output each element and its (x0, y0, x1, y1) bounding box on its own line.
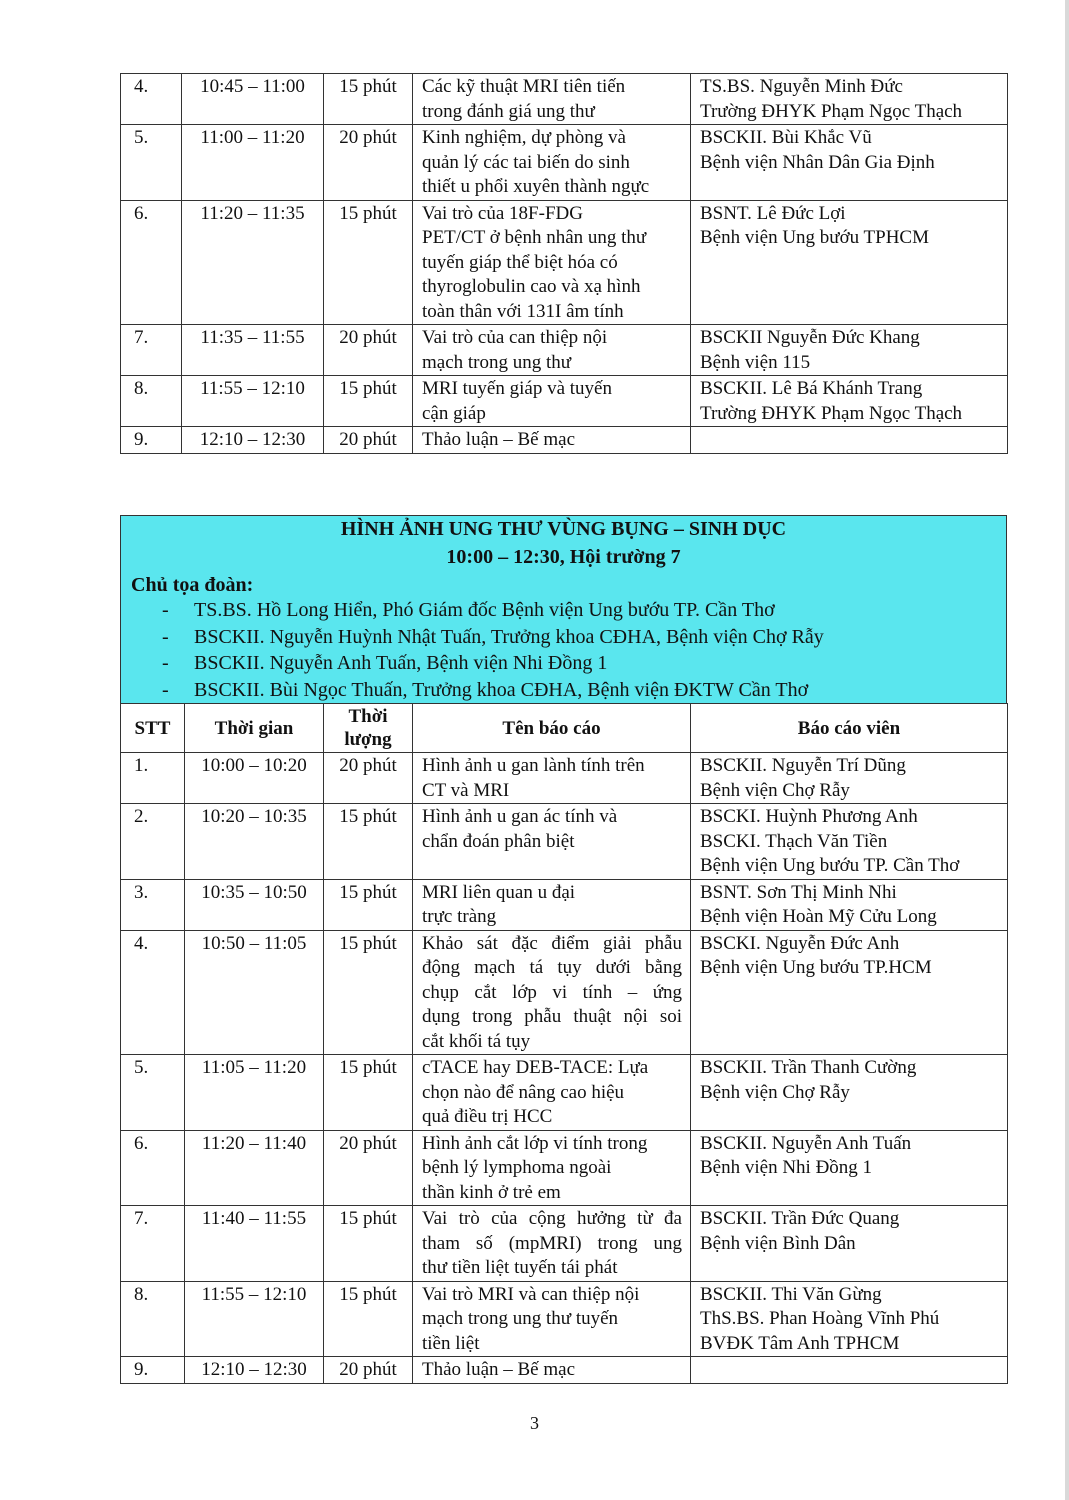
row-title-line: Khảo sát đặc điểm giải phẫu (422, 932, 682, 954)
chair-name: TS.BS. Hồ Long Hiển, Phó Giám đốc Bệnh viện Ung bướu TP. Cần Thơ (194, 599, 775, 621)
row-speaker (691, 804, 1008, 880)
row-speaker-line: Bệnh viện Chợ Rẫy (700, 1081, 850, 1103)
row-number: 8. (121, 376, 182, 427)
row-title (413, 879, 691, 930)
row-title (413, 427, 691, 454)
row-number: 2. (121, 804, 185, 880)
row-title-line: tham số (mpMRI) trong ung (422, 1232, 682, 1254)
row-duration: 20 phút (324, 1357, 413, 1384)
row-speaker-line: Bệnh viện Ung bướu TP.HCM (700, 957, 932, 978)
row-speaker-line: BSCKI. Huỳnh Phương Anh (700, 806, 918, 827)
header-speaker: Báo cáo viên (691, 704, 1008, 753)
table-row (121, 1055, 1008, 1131)
row-title-line: Các kỹ thuật MRI tiên tiến (422, 76, 626, 97)
row-speaker-line: Bệnh viện Nhân Dân Gia Định (700, 151, 935, 173)
row-title-line: thần kinh ở trẻ em (422, 1181, 561, 1203)
table-row (121, 930, 1008, 1055)
row-speaker (691, 325, 1008, 376)
table-row (121, 376, 1008, 427)
row-speaker (691, 879, 1008, 930)
row-time: 11:05 – 11:20 (185, 1055, 324, 1131)
row-number: 4. (121, 74, 182, 125)
row-speaker-line: BSCKII. Trần Thanh Cường (700, 1057, 917, 1078)
row-number: 6. (121, 200, 182, 325)
row-title-line: PET/CT ở bệnh nhân ung thư (422, 227, 647, 248)
row-title-line: CT và MRI (422, 779, 510, 801)
row-time: 11:35 – 11:55 (182, 325, 324, 376)
row-speaker (691, 1055, 1008, 1131)
row-title (413, 804, 691, 880)
header-duration-line: Thời (348, 706, 388, 727)
table-row (121, 200, 1008, 325)
row-title-line: Vai trò của 18F-FDG (422, 202, 583, 224)
row-duration: 15 phút (324, 376, 413, 427)
table-row (121, 1206, 1008, 1282)
session-title: HÌNH ẢNH UNG THƯ VÙNG BỤNG – SINH DỤC (340, 518, 787, 540)
row-time: 12:10 – 12:30 (185, 1357, 324, 1384)
row-number: 9. (121, 427, 182, 454)
row-duration: 15 phút (324, 74, 413, 125)
row-duration: 20 phút (324, 427, 413, 454)
chair-name: BSCKII. Nguyễn Anh Tuấn, Bệnh viện Nhi Đồng 1 (194, 652, 608, 674)
row-title-line: bệnh lý lymphoma ngoài (422, 1157, 612, 1178)
row-title (413, 1206, 691, 1282)
table-row (121, 1281, 1008, 1357)
row-speaker-line: Trường ĐHYK Phạm Ngọc Thạch (700, 100, 963, 122)
row-time: 11:55 – 12:10 (182, 376, 324, 427)
schedule-table-continued (120, 73, 1008, 454)
row-title-line: MRI tuyến giáp và tuyến (422, 378, 612, 399)
row-speaker-line: BSCKII. Thi Văn Gừng (700, 1283, 882, 1305)
row-number: 7. (121, 1206, 185, 1282)
row-speaker-line: ThS.BS. Phan Hoàng Vĩnh Phú (700, 1308, 940, 1329)
row-duration: 15 phút (324, 930, 413, 1055)
row-title (413, 200, 691, 325)
row-duration: 15 phút (324, 879, 413, 930)
row-speaker (691, 200, 1008, 325)
row-title-line: tuyến giáp thể biệt hóa có (422, 251, 618, 273)
row-speaker-line: BSCKI. Thạch Văn Tiền (700, 830, 888, 852)
row-duration: 15 phút (324, 1206, 413, 1282)
bullet-dash: - (162, 678, 169, 701)
row-time: 11:20 – 11:40 (185, 1130, 324, 1206)
row-title-line: Hình ảnh u gan lành tính trên (422, 755, 645, 776)
row-speaker (691, 427, 1008, 454)
bullet-dash: - (162, 625, 169, 648)
row-time: 11:40 – 11:55 (185, 1206, 324, 1282)
row-duration: 20 phút (324, 1130, 413, 1206)
row-time: 10:45 – 11:00 (182, 74, 324, 125)
row-speaker-line: Bệnh viện Ung bướu TP. Cần Thơ (700, 855, 960, 876)
row-time: 11:20 – 11:35 (182, 200, 324, 325)
page-edge-shadow (1065, 0, 1069, 1500)
page-number: 3 (530, 1413, 539, 1433)
row-number: 7. (121, 325, 182, 376)
header-duration-line: lượng (344, 729, 392, 750)
row-speaker-line: Bệnh viện Ung bướu TPHCM (700, 227, 930, 248)
row-title (413, 1130, 691, 1206)
row-title (413, 325, 691, 376)
row-duration: 20 phút (324, 325, 413, 376)
table-row (121, 753, 1008, 804)
row-speaker-line: BSCKII. Bùi Khắc Vũ (700, 127, 872, 148)
row-title-line: cắt khối tá tụy (422, 1030, 531, 1052)
row-speaker-line: Bệnh viện Hoàn Mỹ Cửu Long (700, 906, 937, 927)
row-title-line: cTACE hay DEB-TACE: Lựa (422, 1057, 649, 1078)
row-speaker-line: BSCKII. Nguyễn Trí Dũng (700, 755, 906, 776)
row-time: 11:00 – 11:20 (182, 125, 324, 201)
row-time: 12:10 – 12:30 (182, 427, 324, 454)
session-header (120, 515, 1007, 704)
row-title (413, 1357, 691, 1384)
row-title-line: quả điều trị HCC (422, 1106, 553, 1127)
row-title-line: Thảo luận – Bế mạc (422, 429, 576, 450)
row-speaker-line: BSNT. Sơn Thị Minh Nhi (700, 881, 897, 903)
row-title-line: chụp cắt lớp vi tính – ứng (422, 981, 682, 1003)
row-speaker-line: BSCKI. Nguyễn Đức Anh (700, 932, 900, 954)
row-title-line: trực tràng (422, 906, 497, 927)
row-speaker-line: BSNT. Lê Đức Lợi (700, 202, 846, 224)
row-speaker-line: BSCKII. Nguyễn Anh Tuấn (700, 1132, 912, 1154)
row-title-line: Hình ảnh cắt lớp vi tính trong (422, 1132, 648, 1154)
row-title-line: Vai trò MRI và can thiệp nội (422, 1283, 640, 1305)
row-title-line: Hình ảnh u gan ác tính và (422, 806, 618, 827)
table-row (121, 427, 1008, 454)
row-time: 10:35 – 10:50 (185, 879, 324, 930)
table-row (121, 879, 1008, 930)
row-title-line: động mạch tá tụy dưới bằng (422, 957, 682, 978)
row-title-line: cận giáp (422, 402, 486, 424)
row-speaker (691, 74, 1008, 125)
row-title-line: quản lý các tai biến do sinh (422, 151, 630, 173)
row-title (413, 1055, 691, 1131)
row-number: 6. (121, 1130, 185, 1206)
row-title-line: tiền liệt (422, 1332, 480, 1354)
row-title-line: chẩn đoán phân biệt (422, 830, 575, 852)
table-row (121, 325, 1008, 376)
schedule-table-header (121, 704, 1008, 753)
chair-heading: Chủ tọa đoàn: (131, 574, 254, 596)
row-speaker-line: Trường ĐHYK Phạm Ngọc Thạch (700, 402, 963, 424)
row-speaker-line: Bệnh viện 115 (700, 351, 811, 373)
row-title-line: thiết u phổi xuyên thành ngực (422, 176, 650, 197)
row-duration: 20 phút (324, 753, 413, 804)
row-speaker (691, 930, 1008, 1055)
row-speaker-line: Bệnh viện Chợ Rẫy (700, 779, 850, 801)
header-duration (324, 704, 413, 753)
table-row (121, 804, 1008, 880)
row-title (413, 376, 691, 427)
row-speaker-line: BSCKII. Trần Đức Quang (700, 1208, 900, 1229)
header-title: Tên báo cáo (413, 704, 691, 753)
row-title (413, 1281, 691, 1357)
header-row (121, 704, 1008, 753)
row-number: 1. (121, 753, 185, 804)
row-speaker-line: Bệnh viện Nhi Đồng 1 (700, 1157, 873, 1178)
row-duration: 15 phút (324, 1281, 413, 1357)
row-title-line: Thảo luận – Bế mạc (422, 1359, 576, 1380)
row-title (413, 753, 691, 804)
row-number: 5. (121, 125, 182, 201)
row-time: 10:20 – 10:35 (185, 804, 324, 880)
row-time: 11:55 – 12:10 (185, 1281, 324, 1357)
row-title-line: toàn thân với 131I âm tính (422, 300, 624, 322)
schedule-table-body (121, 753, 1008, 1384)
row-duration: 15 phút (324, 200, 413, 325)
row-title-line: thyroglobulin cao và xạ hình (422, 276, 641, 297)
row-speaker-line: Bệnh viện Bình Dân (700, 1232, 856, 1254)
row-speaker-line: BVĐK Tâm Anh TPHCM (700, 1332, 900, 1354)
row-speaker (691, 753, 1008, 804)
row-number: 9. (121, 1357, 185, 1384)
row-title-line: Kinh nghiệm, dự phòng và (422, 127, 626, 148)
header-stt: STT (121, 704, 185, 753)
row-speaker-line: TS.BS. Nguyễn Minh Đức (700, 76, 903, 97)
row-title-line: trong đánh giá ung thư (422, 100, 595, 122)
row-title (413, 74, 691, 125)
row-speaker (691, 1281, 1008, 1357)
row-speaker (691, 1130, 1008, 1206)
row-duration: 15 phút (324, 804, 413, 880)
row-speaker (691, 1357, 1008, 1384)
row-duration: 15 phút (324, 1055, 413, 1131)
row-speaker-line: BSCKII Nguyễn Đức Khang (700, 327, 920, 348)
row-title-line: dụng trong phẫu thuật nội soi (422, 1006, 682, 1027)
bullet-dash: - (162, 652, 169, 674)
schedule-table (120, 703, 1008, 1384)
row-title (413, 930, 691, 1055)
row-speaker (691, 1206, 1008, 1282)
row-title-line: MRI liên quan u đại (422, 881, 576, 903)
row-title-line: mạch trong ung thư (422, 351, 572, 373)
bullet-dash: - (162, 599, 169, 621)
session-time-place: 10:00 – 12:30, Hội trường 7 (446, 546, 681, 568)
row-title-line: chọn nào để nâng cao hiệu (422, 1081, 625, 1103)
row-speaker (691, 376, 1008, 427)
row-title-line: mạch trong ung thư tuyến (422, 1308, 619, 1329)
schedule-table-continued-body (121, 74, 1008, 454)
table-row (121, 74, 1008, 125)
row-title-line: thư tiền liệt tuyến tái phát (422, 1257, 618, 1278)
row-time: 10:50 – 11:05 (185, 930, 324, 1055)
table-row (121, 125, 1008, 201)
row-number: 8. (121, 1281, 185, 1357)
row-speaker (691, 125, 1008, 201)
row-title (413, 125, 691, 201)
header-time: Thời gian (185, 704, 324, 753)
row-number: 5. (121, 1055, 185, 1131)
chair-name: BSCKII. Bùi Ngọc Thuấn, Trưởng khoa CĐHA, Bệnh viện ĐKTW Cần Thơ (194, 678, 809, 701)
row-title-line: Vai trò của can thiệp nội (422, 327, 608, 348)
row-speaker-line: BSCKII. Lê Bá Khánh Trang (700, 378, 923, 399)
row-title-line: Vai trò của cộng hưởng từ đa (422, 1208, 682, 1229)
chair-name: BSCKII. Nguyễn Huỳnh Nhật Tuấn, Trưởng khoa CĐHA, Bệnh viện Chợ Rẫy (194, 625, 824, 648)
row-number: 3. (121, 879, 185, 930)
row-duration: 20 phút (324, 125, 413, 201)
row-number: 4. (121, 930, 185, 1055)
table-row (121, 1357, 1008, 1384)
row-time: 10:00 – 10:20 (185, 753, 324, 804)
table-row (121, 1130, 1008, 1206)
